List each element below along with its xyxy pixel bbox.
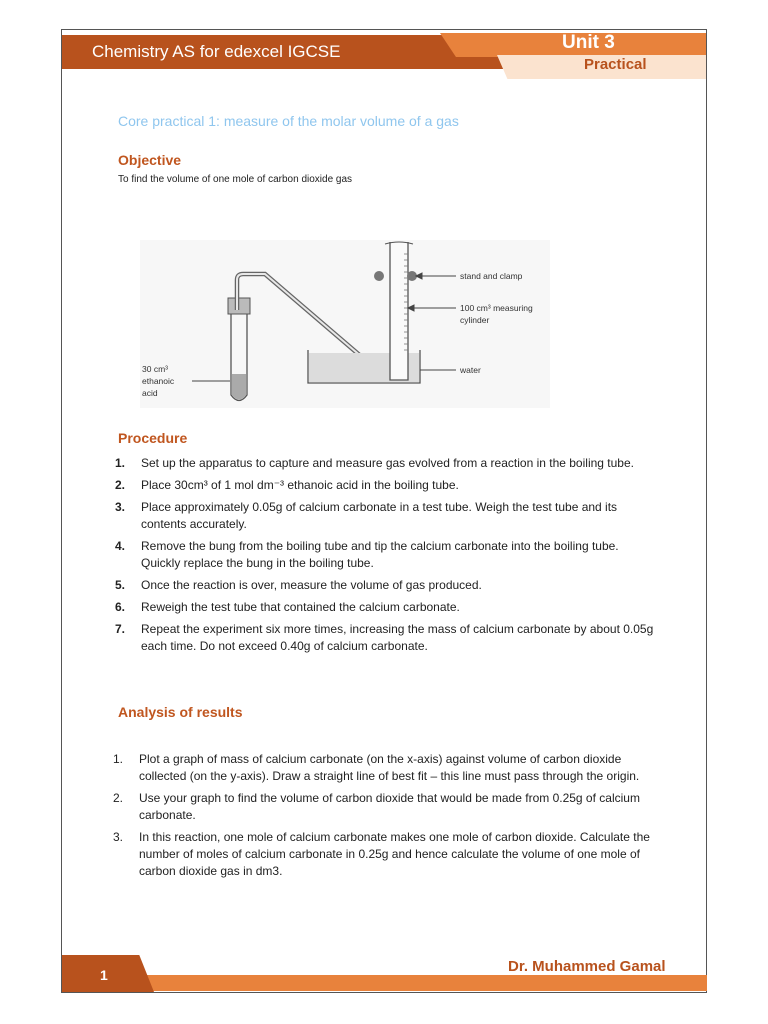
procedure-heading: Procedure bbox=[118, 430, 188, 446]
core-practical-title: Core practical 1: measure of the molar volume of a gas bbox=[118, 113, 459, 129]
footer-bar bbox=[62, 975, 707, 991]
label-acid-3: acid bbox=[142, 388, 158, 398]
page-number: 1 bbox=[100, 967, 108, 983]
label-stand-and-clamp: stand and clamp bbox=[460, 271, 523, 281]
procedure-step bbox=[115, 455, 655, 472]
procedure-step bbox=[115, 599, 655, 616]
procedure-step bbox=[115, 621, 655, 655]
procedure-list bbox=[115, 455, 655, 660]
analysis-list bbox=[113, 751, 655, 885]
objective-text: To find the volume of one mole of carbon dioxide gas bbox=[118, 174, 353, 185]
footer-page-tab bbox=[62, 955, 154, 992]
procedure-step bbox=[115, 538, 655, 572]
procedure-step bbox=[115, 477, 655, 494]
step-number: 5. bbox=[115, 578, 126, 592]
step-number: 7. bbox=[115, 622, 126, 636]
acid-liquid bbox=[232, 374, 246, 400]
step-text: Set up the apparatus to capture and measure gas evolved from a reaction in the boiling tube. bbox=[141, 456, 634, 470]
analysis-item bbox=[113, 790, 655, 824]
analysis-text: In this reaction, one mole of calcium carbonate makes one mole of carbon dioxide. Calculate the number of moles of calcium carbonate in 0.25g and hence calculate the volume of one mole of carbon dioxide gas in dm3. bbox=[139, 830, 650, 878]
unit-label: Unit 3 bbox=[562, 32, 615, 53]
label-acid-2: ethanoic bbox=[142, 376, 175, 386]
step-number: 6. bbox=[115, 600, 126, 614]
section-label: Practical bbox=[584, 56, 647, 73]
step-text: Repeat the experiment six more times, increasing the mass of calcium carbonate by about 0.05g each time. Do not exceed 0.40g of calcium carbonate. bbox=[141, 622, 654, 653]
clamp-left bbox=[374, 271, 384, 281]
apparatus-diagram bbox=[140, 240, 550, 408]
label-measuring-cylinder-2: cylinder bbox=[460, 315, 490, 325]
procedure-step bbox=[115, 499, 655, 533]
analysis-heading: Analysis of results bbox=[118, 704, 243, 720]
analysis-item bbox=[113, 829, 655, 880]
measuring-cylinder bbox=[390, 242, 408, 380]
analysis-text: Plot a graph of mass of calcium carbonate (on the x-axis) against volume of carbon dioxide collected (on the y-axis). Draw a straight line of best fit – this line must pass through the origin. bbox=[139, 752, 640, 783]
step-text: Once the reaction is over, measure the volume of gas produced. bbox=[141, 578, 482, 592]
label-acid-1: 30 cm³ bbox=[142, 364, 168, 374]
author-name: Dr. Muhammed Gamal bbox=[508, 958, 666, 975]
step-number: 2. bbox=[115, 478, 126, 492]
step-number: 3. bbox=[115, 500, 126, 514]
objective-heading: Objective bbox=[118, 152, 182, 168]
analysis-number: 1. bbox=[113, 752, 124, 766]
procedure-step bbox=[115, 577, 655, 594]
analysis-number: 3. bbox=[113, 830, 124, 844]
analysis-item bbox=[113, 751, 655, 785]
step-text: Remove the bung from the boiling tube and tip the calcium carbonate into the boiling tube. Quickly replace the bung in the boiling tube. bbox=[141, 539, 619, 570]
step-text: Place approximately 0.05g of calcium carbonate in a test tube. Weigh the test tube and its contents accurately. bbox=[141, 500, 618, 531]
step-text: Reweigh the test tube that contained the calcium carbonate. bbox=[141, 600, 460, 614]
step-number: 1. bbox=[115, 456, 126, 470]
step-number: 4. bbox=[115, 539, 126, 553]
label-water: water bbox=[460, 365, 481, 375]
analysis-text: Use your graph to find the volume of carbon dioxide that would be made from 0.25g of calcium carbonate. bbox=[139, 791, 640, 822]
header-title: Chemistry AS for edexcel IGCSE bbox=[92, 42, 341, 61]
step-text: Place 30cm³ of 1 mol dm⁻³ ethanoic acid in the boiling tube. bbox=[141, 478, 459, 492]
label-measuring-cylinder-1: 100 cm³ measuring bbox=[460, 303, 533, 313]
analysis-number: 2. bbox=[113, 791, 124, 805]
